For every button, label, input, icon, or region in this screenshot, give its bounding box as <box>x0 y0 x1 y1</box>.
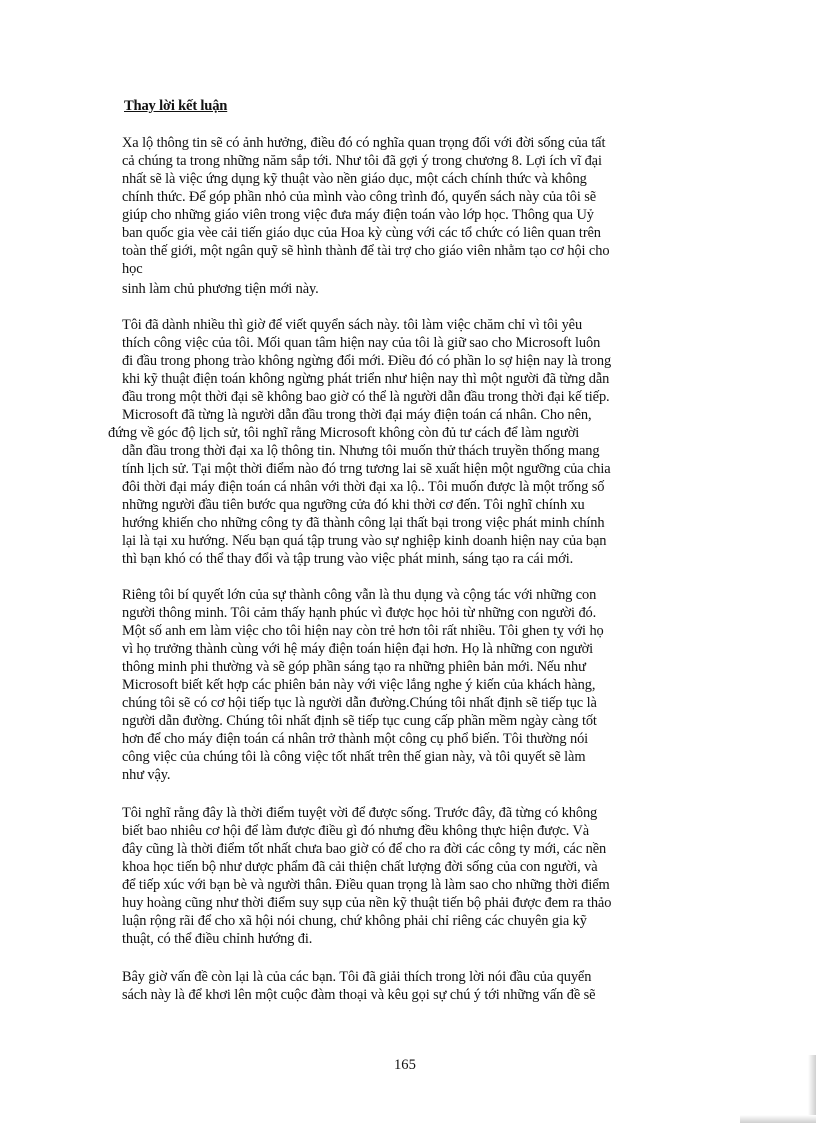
text-line: luận rộng rãi để cho xã hội nói chung, chứ không phải chỉ riêng các chuyên gia kỹ <box>122 913 587 929</box>
text-line: toàn thế giới, một ngân quỹ sẽ hình thành để tài trợ cho giáo viên nhằm tạo cơ hội cho <box>122 243 610 259</box>
text-line: tính lịch sử. Tại một thời điểm nào đó trng tương lai sẽ xuất hiện một ngưỡng của chia <box>122 461 611 477</box>
text-line: đứng về góc độ lịch sử, tôi nghĩ rằng Microsoft không còn đủ tư cách để làm người <box>108 425 580 441</box>
text-line: đây cũng là thời điểm tốt nhất chưa bao giờ có để cho ra đời các công ty mới, các nền <box>122 841 607 857</box>
text-line: hướng khiến cho những công ty đã thành công lại thất bại trong việc phát minh chính <box>122 515 605 531</box>
text-line: Một số anh em làm việc cho tôi hiện nay còn trẻ hơn tôi rất nhiều. Tôi ghen tỵ với họ <box>122 623 604 639</box>
text-line: ban quốc gia vèe cải tiến giáo dục của Hoa kỳ cùng với các tổ chức có liên quan trên <box>122 225 601 241</box>
text-line: đầu trong một thời đại sẽ không bao giờ có thể là người dẫn đầu trong thời đại kế tiếp. <box>122 389 610 405</box>
text-line: giúp cho những giáo viên trong việc đưa máy điện toán vào lớp học. Thông qua Uỷ <box>122 207 594 223</box>
text-line: công việc của chúng tôi là công việc tốt nhất trên thế gian này, và tôi quyết sẽ làm <box>122 749 586 765</box>
text-line: để tiếp xúc với bạn bè và người thân. Điều quan trọng là làm sao cho những thời điểm <box>122 877 610 893</box>
text-line: vì họ trưởng thành cùng với hệ máy điện toán hiện đại hơn. Họ là những con người <box>122 641 594 657</box>
text-line: người dẫn đường. Chúng tôi nhất định sẽ tiếp tục cung cấp phần mềm ngày càng tốt <box>122 713 597 729</box>
text-line: thuật, có thể điều chỉnh hướng đi. <box>122 931 313 947</box>
text-line: thì bạn khó có thể thay đổi và tập trung vào việc phát minh, sáng tạo ra cái mới. <box>122 551 574 567</box>
page-edge-shadow <box>808 1055 816 1123</box>
text-line: khi kỹ thuật điện toán không ngừng phát triển như hiện nay thì một người đã từng dẫn <box>122 371 610 387</box>
text-line: Xa lộ thông tin sẽ có ảnh hưởng, điều đó có nghĩa quan trọng đối với đời sống của tất <box>122 135 606 151</box>
text-line: như vậy. <box>122 767 171 783</box>
text-line: sinh làm chủ phương tiện mới này. <box>122 281 319 297</box>
text-line: người thông minh. Tôi cảm thấy hạnh phúc vì được học hỏi từ những con người đó. <box>122 605 597 621</box>
text-line: đôi thời đại máy điện toán cá nhân với thời đại xa lộ.. Tôi muốn được là một trống số <box>122 479 605 495</box>
text-line: Tôi đã dành nhiều thì giờ để viết quyển sách này. tôi làm việc chăm chỉ vì tôi yêu <box>122 317 583 333</box>
text-line: hơn để cho máy điện toán cá nhân trở thành một công cụ phổ biến. Tôi thường nói <box>122 731 589 747</box>
text-line: thông minh phi thường và sẽ góp phần sáng tạo ra những phiên bản mới. Nếu như <box>122 659 586 675</box>
text-line: dẫn đầu trong thời đại xa lộ thông tin. Nhưng tôi muốn thử thách truyền thống mang <box>122 443 600 459</box>
text-line: chúng tôi sẽ có cơ hội tiếp tục là người dẫn đường.Chúng tôi nhất định sẽ tiếp tục là <box>122 695 597 711</box>
text-line: thích công việc của tôi. Mối quan tâm hiện nay của tôi là giữ sao cho Microsoft luôn <box>122 335 601 351</box>
text-line: Microsoft đã từng là người dẫn đầu trong thời đại máy điện toán cá nhân. Cho nên, <box>122 407 592 423</box>
text-line: cả chúng ta trong những năm sắp tới. Như tôi đã gợi ý trong chương 8. Lợi ích vĩ đại <box>122 153 602 169</box>
text-line: Microsoft biết kết hợp các phiên bản này với việc lắng nghe ý kiến của khách hàng, <box>122 677 596 693</box>
page-edge-shadow <box>740 1115 816 1123</box>
text-line: những người đầu tiên bước qua ngưỡng cửa đó khi thời cơ đến. Tôi nghĩ chính xu <box>122 497 585 513</box>
text-line: Tôi nghĩ rằng đây là thời điểm tuyệt vời để được sống. Trước đây, đã từng có không <box>122 805 598 821</box>
section-title: Thay lời kết luận <box>124 98 228 114</box>
text-line: khoa học tiến bộ như dược phẩm đã cải thiện chất lượng đời sống của con người, và <box>122 859 598 875</box>
text-line: nhất sẽ là việc ứng dụng kỹ thuật vào nền giáo dục, một cách chính thức và không <box>122 171 587 187</box>
text-line: biết bao nhiêu cơ hội để làm được điều gì đó nhưng đều không thực hiện được. Và <box>122 823 590 839</box>
text-line: Bây giờ vấn đề còn lại là của các bạn. Tôi đã giải thích trong lời nói đầu của quyển <box>122 969 592 985</box>
text-line: huy hoàng cũng như thời điểm suy sụp của nền kỹ thuật tiến bộ phải được đem ra thảo <box>122 895 612 911</box>
text-line: chính thức. Để góp phần nhỏ của mình vào công trình đó, quyển sách này của tôi sẽ <box>122 189 597 205</box>
page-number: 165 <box>394 1057 416 1073</box>
text-line: lại là tại xu hướng. Nếu bạn quá tập trung vào sự nghiệp kinh doanh hiện nay của bạn <box>122 533 607 549</box>
text-line: học <box>122 261 143 277</box>
text-line: Riêng tôi bí quyết lớn của sự thành công vẫn là thu dụng và cộng tác với những con <box>122 587 597 603</box>
text-line: sách này là để khơi lên một cuộc đàm thoại và kêu gọi sự chú ý tới những vấn đề sẽ <box>122 987 596 1003</box>
text-line: đi đầu trong phong trào không ngừng đổi mới. Điều đó có phần lo sợ hiện nay là trong <box>122 353 612 369</box>
